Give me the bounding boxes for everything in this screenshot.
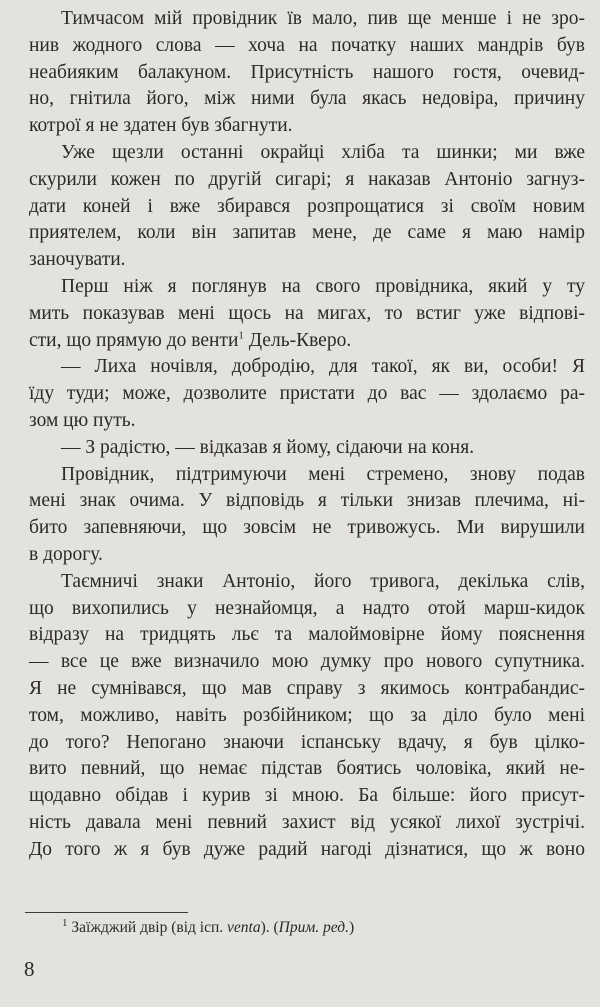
- text-line: скурили кожен по другій сигарі; я наказав Антоніо загнуз-: [29, 168, 585, 190]
- text-line: ність давала мені певний захист від усякої лихої зустрічі.: [29, 811, 585, 833]
- paragraph: [29, 462, 585, 569]
- paragraph: [29, 569, 585, 864]
- paragraph: [29, 140, 585, 274]
- footnote-reference[interactable]: 1: [238, 329, 244, 342]
- text-line: котрої я не здатен був збагнути.: [29, 115, 293, 137]
- page-number: 8: [24, 957, 35, 981]
- text-line: що вихопились у незнайомця, а надто отой марш-кидок: [29, 597, 585, 619]
- text-line: відразу на тридцять льє та малоймовірне йому пояснення: [29, 624, 585, 646]
- text-line: Провідник, підтримуючи мені стремено, знову подав: [61, 463, 585, 485]
- footnote-text: ): [348, 919, 355, 936]
- text-line: — З радістю, — відказав я йому, сідаючи на коня.: [61, 436, 475, 458]
- footnote-marker: 1: [62, 916, 68, 929]
- text-line: мить показував мені щось на мигах, то встиг уже відпові-: [29, 302, 585, 324]
- paragraph: [29, 274, 585, 354]
- footnote-text: Заїжджий двір (від ісп.: [67, 919, 228, 936]
- footnote-term: venta: [227, 919, 261, 936]
- text-line: Таємничі знаки Антоніо, його тривога, декілька слів,: [61, 570, 585, 592]
- text-line: бито запевняючи, що зовсім не тривожусь. Ми вирушили: [29, 517, 585, 539]
- paragraph: [29, 354, 585, 434]
- text-line: дати коней і вже збирався розпрощатися зі своїм новим: [29, 195, 585, 217]
- text-line: Я не сумнівався, що мав справу з якимось контрабандис-: [29, 677, 585, 699]
- text-line: до того? Непогано знаючи іспанську вдачу, я був цілко-: [29, 731, 585, 753]
- text-line: Уже щезли останні окрайці хліба та шинки; ми вже: [61, 141, 585, 163]
- footnote-divider: [25, 912, 188, 913]
- text-line: щодавно обідав і курив зі мною. Ба більше: його присут-: [29, 785, 585, 807]
- footnote-editor-note: Прим. ред.: [278, 919, 349, 936]
- text-line: неабияким балакуном. Присутність нашого гостя, очевид-: [29, 61, 585, 83]
- text-line: в дорогу.: [29, 543, 103, 565]
- paragraph: [29, 435, 585, 462]
- text-line: їду туди; може, дозволите пристати до вас — здолаємо ра-: [29, 383, 585, 405]
- text-segment: сти, що прямую до венти: [29, 329, 239, 351]
- text-line: приятелем, коли він запитав мене, де саме я маю намір: [29, 222, 585, 244]
- footnote-text: ). (: [260, 919, 279, 936]
- text-line: — все це вже визначило мою думку про нового супутника.: [29, 651, 585, 673]
- footnote: [62, 916, 355, 937]
- text-line: том, можливо, навіть розбійником; що за діло було мені: [29, 704, 585, 726]
- text-line: нив жодного слова — хоча на початку наших мандрів був: [29, 34, 585, 56]
- text-line: До того ж я був дуже радий нагоді дізнатися, що ж воно: [29, 838, 585, 860]
- text-line: но, гнітила його, між ними була якась недовіра, причину: [29, 88, 585, 110]
- body-text: [29, 6, 585, 864]
- text-line: Перш ніж я поглянув на свого провідника, який у ту: [61, 275, 585, 297]
- paragraph: [29, 6, 585, 140]
- text-line: заночувати.: [29, 249, 126, 271]
- text-line: зом цю путь.: [29, 409, 136, 431]
- text-line: мені знак очима. У відповідь я тільки знизав плечима, ні-: [29, 490, 585, 512]
- text-line: — Лиха ночівля, добродію, для такої, як ви, особи! Я: [61, 356, 585, 378]
- text-line: Тимчасом мій провідник їв мало, пив ще менше і не зро-: [61, 8, 585, 29]
- text-line: вито певний, що немає підстав боятись чоловіка, який не-: [29, 758, 585, 780]
- text-line: [29, 328, 585, 355]
- text-segment: Дель-Кверо.: [243, 329, 352, 351]
